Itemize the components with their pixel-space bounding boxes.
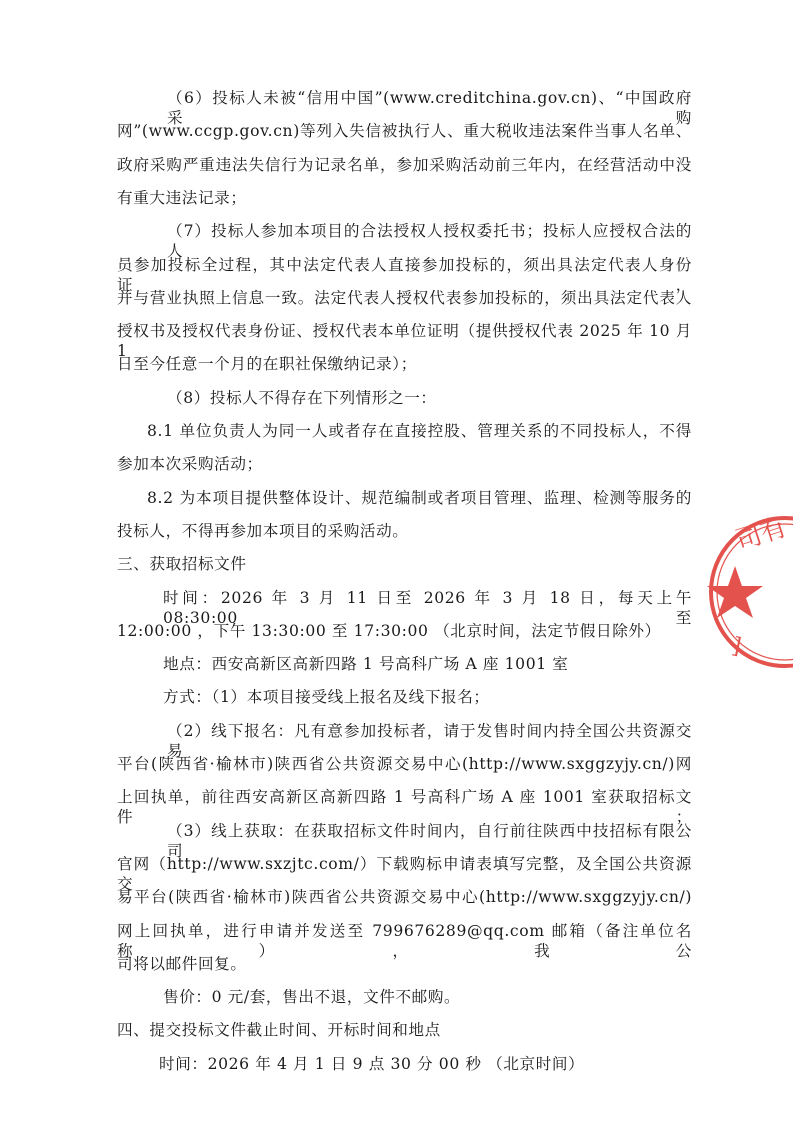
text-line: （2）线下报名：凡有意参加投标者，请于发售时间内持全国公共资源交易: [167, 721, 692, 760]
text-line: 有重大违法记录；: [117, 188, 247, 207]
text-line: 8.1 单位负责人为同一人或者存在直接控股、管理关系的不同投标人，不得: [147, 422, 692, 440]
text-line: 四、提交投标文件截止时间、开标时间和地点: [117, 1021, 441, 1040]
text-line: （8）投标人不得存在下列情形之一：: [167, 388, 437, 407]
text-line: （3）线上获取：在获取招标文件时间内，自行前往陕西中技招标有限公司: [167, 821, 692, 860]
text-line: 授权书及授权代表身份证、授权代表本单位证明（提供授权代表 2025 年 10 月 1: [117, 322, 692, 361]
text-line: 参加本次采购活动；: [117, 455, 263, 474]
text-line: 时间：2026 年 4 月 1 日 9 点 30 分 00 秒 （北京时间）: [159, 1054, 585, 1073]
text-line: 网上回执单，进行申请并发送至 799676289@qq.com 邮箱（备注单位名称），我公: [117, 921, 692, 960]
svg-text:司有: 司有: [731, 512, 791, 557]
text-line: 地点：西安高新区高新四路 1 号高科广场 A 座 1001 室: [163, 655, 569, 674]
text-line: 官网（http://www.sxzjtc.com/）下载购标申请表填写完整，及全国公共资源交: [117, 854, 692, 893]
text-line: 易平台(陕西省·榆林市)陕西省公共资源交易中心(http://www.sxggzyjy.cn/): [117, 888, 692, 907]
text-line: （6）投标人未被“信用中国”(www.creditchina.gov.cn)、“中国政府采购: [167, 89, 692, 127]
text-line: 政府采购严重违法失信行为记录名单，参加采购活动前三年内，在经营活动中没: [117, 155, 692, 174]
svg-text:]: ]: [729, 633, 744, 660]
text-line: 平台(陕西省·榆林市)陕西省公共资源交易中心(http://www.sxggzyjy.cn/)网: [117, 755, 692, 773]
text-line: 三、获取招标文件: [117, 555, 247, 574]
seal-star-icon: [707, 566, 763, 618]
text-line: 时间：2026 年 3 月 11 日至 2026 年 3 月 18 日，每天上午 08:30:00 至: [163, 588, 692, 627]
text-line: 网”(www.ccgp.gov.cn)等列入失信被执行人、重大税收违法案件当事人名单、: [117, 122, 692, 141]
text-line: 售价：0 元/套，售出不退，文件不邮购。: [163, 988, 461, 1007]
text-line: 日至今任意一个月的在职社保缴纳记录）；: [117, 355, 417, 374]
text-line: 上回执单，前往西安高新区高新四路 1 号高科广场 A 座 1001 室获取招标文件；: [117, 788, 692, 827]
text-line: 方式：（1）本项目接受线上报名及线下报名；: [163, 688, 490, 707]
text-line: 员参加投标全过程，其中法定代表人直接参加投标的，须出具法定代表人身份证，: [117, 255, 692, 294]
text-line: 8.2 为本项目提供整体设计、规范编制或者项目管理、监理、检测等服务的: [147, 488, 692, 507]
company-seal-stamp: [705, 512, 793, 672]
text-line: 司将以邮件回复。: [117, 954, 247, 973]
text-line: 投标人，不得再参加本项目的采购活动。: [117, 521, 409, 540]
text-line: 12:00:00 ，下午 13:30:00 至 17:30:00 （北京时间，法定节假日除外）: [117, 621, 661, 640]
text-line: （7）投标人参加本项目的合法授权人授权委托书；投标人应授权合法的人: [167, 222, 692, 261]
text-line: 并与营业执照上信息一致。法定代表人授权代表参加投标的，须出具法定代表人: [117, 288, 692, 307]
